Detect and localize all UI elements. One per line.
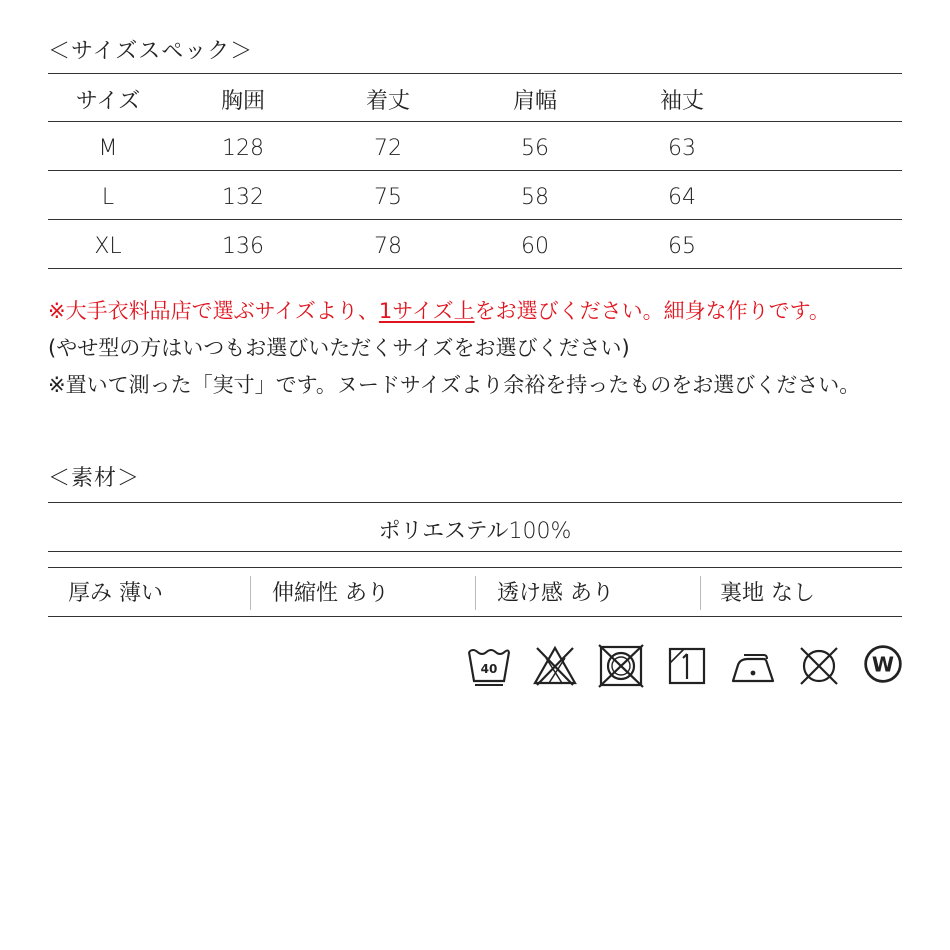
length-cell: 72	[374, 136, 402, 161]
material-bottom-rule	[48, 551, 902, 552]
no-tumble-dry-icon	[598, 643, 644, 689]
attribute-divider	[700, 576, 701, 610]
table-bottom-rule	[48, 268, 902, 269]
line-dry-shade-icon	[664, 643, 710, 689]
table-row-rule	[48, 121, 902, 122]
chest-cell: 128	[222, 136, 264, 161]
svg-text:W: W	[871, 652, 895, 677]
material-composition: ポリエステル100%	[378, 519, 572, 544]
header-chest: 胸囲	[220, 89, 265, 114]
slim-fit-note: (やせ型の方はいつもお選びいただくサイズをお選びください)	[48, 336, 630, 360]
chest-cell: 136	[222, 234, 264, 259]
size-cell: XL	[94, 234, 122, 259]
attributes-top-rule	[48, 567, 902, 568]
table-row-rule	[48, 219, 902, 220]
material-heading: ＜素材＞	[48, 466, 141, 491]
header-shoulder: 肩幅	[512, 89, 557, 114]
attribute-divider	[250, 576, 251, 610]
sleeve-cell: 63	[668, 136, 696, 161]
measurement-note: ※置いて測った「実寸」です。ヌードサイズより余裕を持ったものをお選びください。	[48, 373, 861, 397]
header-length: 着丈	[365, 89, 410, 114]
table-row-rule	[48, 170, 902, 171]
header-size: サイズ	[75, 89, 141, 114]
size-up-emphasis: 1サイズ上	[378, 299, 475, 323]
shoulder-cell: 58	[521, 185, 549, 210]
no-bleach-icon	[532, 643, 578, 689]
attribute-sheerness: 透け感 あり	[497, 581, 614, 606]
shoulder-cell: 60	[521, 234, 549, 259]
table-top-rule	[48, 73, 902, 74]
header-sleeve: 袖丈	[659, 89, 704, 114]
size-advice-note: ※大手衣料品店で選ぶサイズより、1サイズ上をお選びください。細身な作りです。	[48, 299, 830, 323]
length-cell: 78	[374, 234, 402, 259]
chest-cell: 132	[222, 185, 264, 210]
attributes-bottom-rule	[48, 616, 902, 617]
attribute-thickness: 厚み 薄い	[68, 581, 163, 606]
sleeve-cell: 65	[668, 234, 696, 259]
attribute-stretch: 伸縮性 あり	[272, 581, 389, 606]
wet-clean-icon	[862, 643, 904, 689]
wash-40-icon	[466, 643, 512, 689]
size-cell: L	[101, 185, 115, 210]
sleeve-cell: 64	[668, 185, 696, 210]
iron-low-icon	[730, 643, 776, 689]
attribute-divider	[475, 576, 476, 610]
shoulder-cell: 56	[521, 136, 549, 161]
material-top-rule	[48, 502, 902, 503]
size-cell: M	[98, 136, 118, 161]
no-dry-clean-icon	[796, 643, 842, 689]
size-spec-heading: ＜サイズスペック＞	[48, 39, 254, 64]
attribute-lining: 裏地 なし	[720, 581, 815, 606]
svg-text:40: 40	[480, 662, 498, 676]
length-cell: 75	[374, 185, 402, 210]
